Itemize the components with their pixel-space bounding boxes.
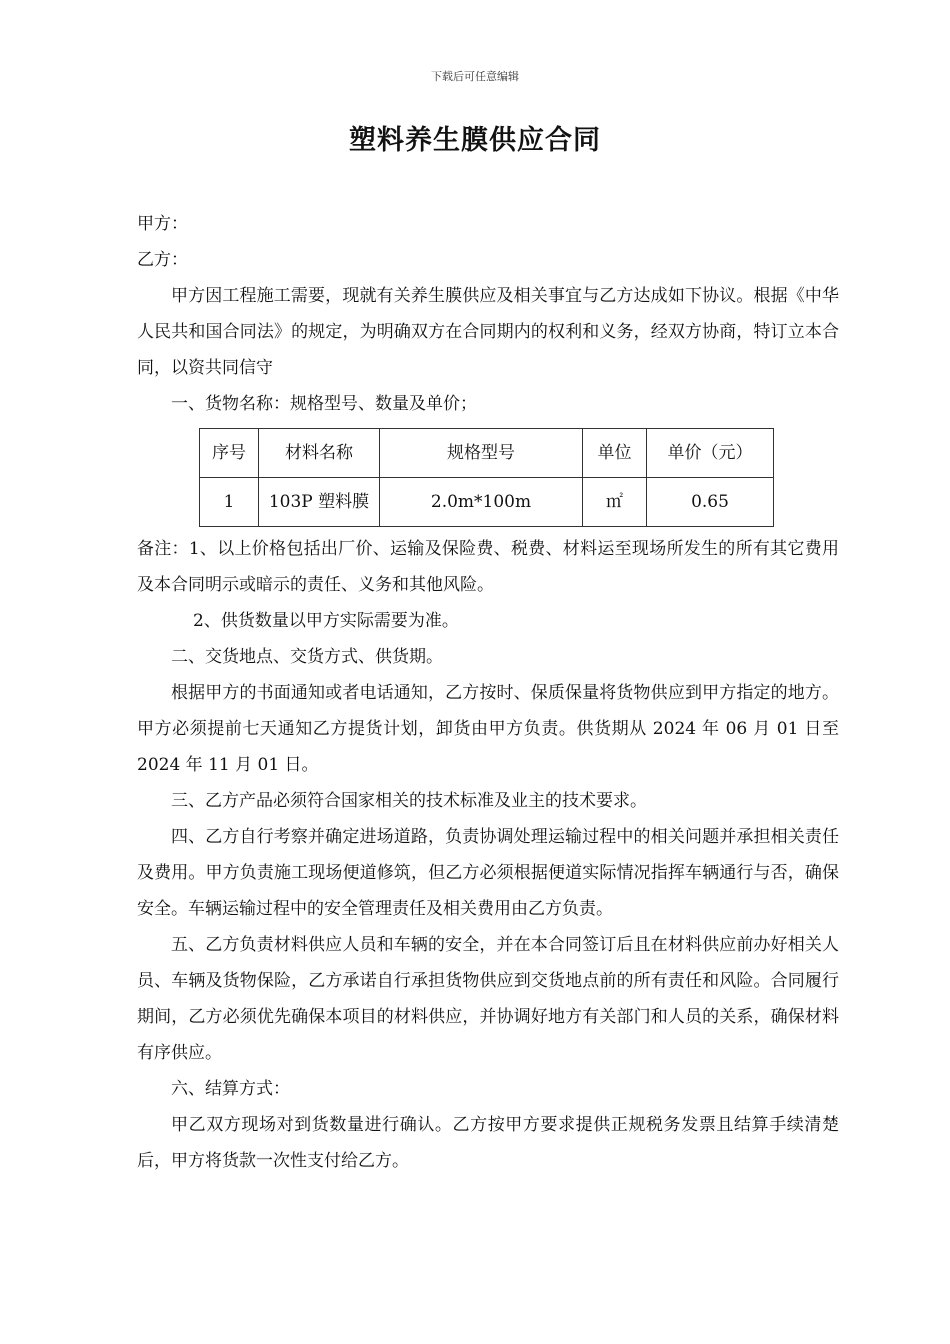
- table-header-row: [200, 429, 774, 478]
- table-cell: 0.65: [647, 478, 774, 527]
- table-header-cell: 序号: [200, 429, 259, 478]
- document-title: 塑料养生膜供应合同: [349, 125, 601, 156]
- table-cell: ㎡: [583, 478, 647, 527]
- header-note: 下载后可任意编辑: [431, 70, 519, 83]
- party-b-line: 乙方：: [137, 250, 188, 270]
- table-cell: 2.0m*100m: [380, 478, 583, 527]
- section-4: 四、乙方自行考察并确定进场道路，负责协调处理运输过程中的相关问题并承担相关责任及费用。甲方负责施工现场便道修筑，但乙方必须根据便道实际情况指挥车辆通行与否，确保安全。车辆运输过程中的安全管理责任及相关费用由乙方负责。: [137, 827, 839, 919]
- table-row: [200, 478, 774, 527]
- intro-paragraph: 甲方因工程施工需要，现就有关养生膜供应及相关事宜与乙方达成如下协议。根据《中华人民共和国合同法》的规定，为明确双方在合同期内的权利和义务，经双方协商，特订立本合同，以资共同信守: [137, 286, 839, 378]
- goods-table: [199, 428, 774, 527]
- table-cell: 103P 塑料膜: [259, 478, 380, 527]
- table-cell: 1: [200, 478, 259, 527]
- note-2: 2、供货数量以甲方实际需要为准。: [193, 611, 459, 631]
- document-body: [137, 206, 839, 1179]
- note-1: 备注：1、以上价格包括出厂价、运输及保险费、税费、材料运至现场所发生的所有其它费用及本合同明示或暗示的责任、义务和其他风险。: [137, 539, 839, 595]
- table-header-cell: 材料名称: [259, 429, 380, 478]
- section-2-heading: 二、交货地点、交货方式、供货期。: [171, 647, 443, 667]
- section-6-heading: 六、结算方式：: [171, 1079, 290, 1099]
- section-5: 五、乙方负责材料供应人员和车辆的安全，并在本合同签订后且在材料供应前办好相关人员、车辆及货物保险，乙方承诺自行承担货物供应到交货地点前的所有责任和风险。合同履行期间，乙方必须优先确保本项目的材料供应，并协调好地方有关部门和人员的关系，确保材料有序供应。: [137, 935, 839, 1063]
- party-a-line: 甲方：: [137, 214, 188, 234]
- section-2-body: 根据甲方的书面通知或者电话通知，乙方按时、保质保量将货物供应到甲方指定的地方。甲方必须提前七天通知乙方提货计划，卸货由甲方负责。供货期从 2024 年 06 月 01 日至 2024 年 11 月 01 日。: [137, 683, 839, 775]
- table-header-cell: 规格型号: [380, 429, 583, 478]
- table-header-cell: 单位: [583, 429, 647, 478]
- table-header-cell: 单价（元）: [647, 429, 774, 478]
- section-6-body: 甲乙双方现场对到货数量进行确认。乙方按甲方要求提供正规税务发票且结算手续清楚后，甲方将货款一次性支付给乙方。: [137, 1115, 839, 1171]
- section-3: 三、乙方产品必须符合国家相关的技术标准及业主的技术要求。: [171, 791, 647, 811]
- section-1-heading: 一、货物名称：规格型号、数量及单价；: [171, 394, 477, 414]
